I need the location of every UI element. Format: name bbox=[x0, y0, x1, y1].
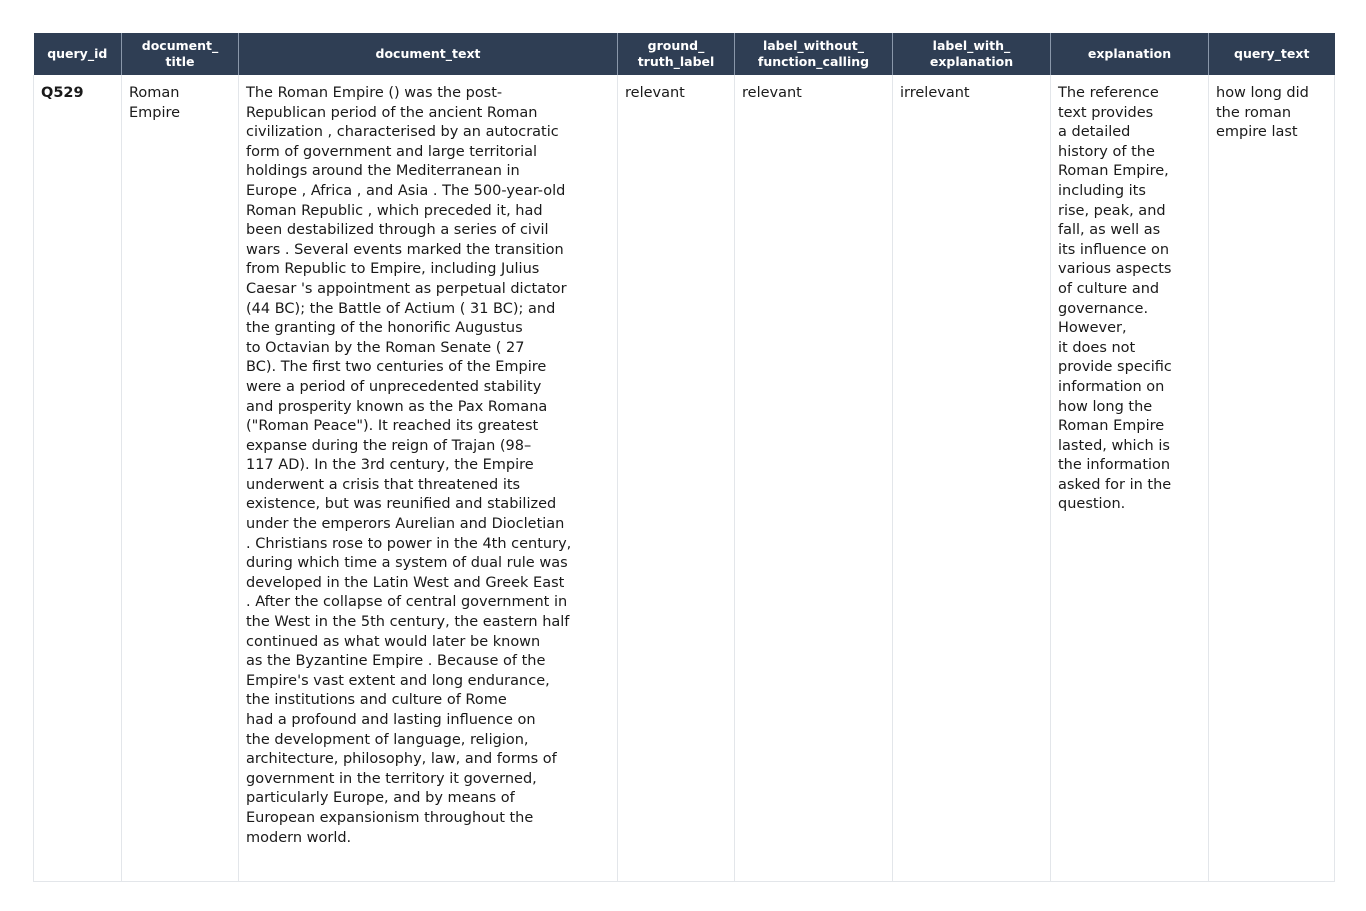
text-line: European expansionism throughout the bbox=[246, 809, 534, 826]
text-line: Caesar 's appointment as perpetual dictator bbox=[246, 280, 567, 297]
text-line: The reference bbox=[1058, 85, 1159, 101]
table-body bbox=[34, 75, 1335, 881]
table-header bbox=[34, 33, 1335, 75]
header-label-with-explanation: label_with_ explanation bbox=[893, 33, 1051, 75]
text-line: as the Byzantine Empire . Because of the bbox=[246, 653, 546, 670]
text-line: However, bbox=[1058, 320, 1127, 337]
text-line: were a period of unprecedented stability bbox=[246, 378, 542, 395]
text-line: holdings around the Mediterranean in bbox=[246, 163, 520, 180]
table-row bbox=[34, 75, 1335, 881]
text-line: to Octavian by the Roman Senate ( 27 bbox=[246, 339, 525, 356]
text-line: been destabilized through a series of civil bbox=[246, 222, 549, 239]
text-line: developed in the Latin West and Greek East bbox=[246, 574, 565, 591]
text-line: rise, peak, and bbox=[1058, 202, 1166, 219]
text-line: Roman Empire, bbox=[1058, 163, 1169, 180]
text-line: ("Roman Peace"). It reached its greatest bbox=[246, 418, 539, 435]
text-line: information on bbox=[1058, 378, 1165, 395]
text-line: underwent a crisis that threatened its bbox=[246, 476, 521, 493]
text-line: the institutions and culture of Rome bbox=[246, 692, 507, 709]
header-document-text: document_text bbox=[239, 33, 618, 75]
text-line: it does not bbox=[1058, 339, 1136, 356]
text-line: under the emperors Aurelian and Diocletian bbox=[246, 516, 565, 533]
text-line: during which time a system of dual rule was bbox=[246, 555, 568, 572]
header-ground-truth-label: ground_ truth_label bbox=[618, 33, 735, 75]
text-line: 117 AD). In the 3rd century, the Empire bbox=[246, 457, 534, 474]
cell-query-id: Q529 bbox=[34, 75, 122, 881]
text-line: the development of language, religion, bbox=[246, 731, 529, 748]
text-line: and prosperity known as the Pax Romana bbox=[246, 398, 548, 415]
text-line: had a profound and lasting influence on bbox=[246, 712, 536, 728]
cell-explanation bbox=[1051, 75, 1209, 881]
header-query-text: query_text bbox=[1209, 33, 1335, 75]
text-line: its influence on bbox=[1058, 241, 1170, 258]
cell-label-without-function-calling: relevant bbox=[735, 75, 893, 881]
text-line: the roman bbox=[1216, 104, 1292, 121]
cell-document-title bbox=[122, 75, 239, 881]
text-line: modern world. bbox=[246, 829, 352, 846]
text-line: various aspects bbox=[1058, 261, 1172, 278]
text-line: Empire bbox=[129, 104, 181, 121]
cell-label-with-explanation: irrelevant bbox=[893, 75, 1051, 881]
text-line: Roman bbox=[129, 85, 180, 101]
text-line: Empire's vast extent and long endurance, bbox=[246, 672, 550, 689]
cell-document-text bbox=[239, 75, 618, 881]
text-line: existence, but was reunified and stabilized bbox=[246, 496, 557, 513]
text-line: including its bbox=[1058, 182, 1146, 199]
text-line: the granting of the honorific Augustus bbox=[246, 320, 523, 337]
text-line: wars . Several events marked the transition bbox=[246, 241, 564, 258]
text-line: asked for in the bbox=[1058, 476, 1172, 493]
text-line: empire last bbox=[1216, 124, 1298, 141]
text-line: . After the collapse of central government in bbox=[246, 594, 568, 611]
text-line: the West in the 5th century, the eastern half bbox=[246, 614, 570, 631]
text-line: fall, as well as bbox=[1058, 222, 1161, 239]
header-row bbox=[34, 33, 1335, 75]
cell-document-title-lines bbox=[129, 84, 231, 123]
text-line: civilization , characterised by an autocratic bbox=[246, 124, 559, 141]
cell-document-text-lines bbox=[246, 84, 610, 848]
text-line: from Republic to Empire, including Julius bbox=[246, 261, 540, 278]
text-line: text provides bbox=[1058, 104, 1154, 121]
text-line: of culture and bbox=[1058, 280, 1160, 297]
text-line: history of the bbox=[1058, 143, 1155, 160]
cell-query-text-lines bbox=[1216, 84, 1327, 143]
text-line: governance. bbox=[1058, 300, 1149, 317]
text-line: government in the territory it governed, bbox=[246, 770, 537, 787]
header-document-title: document_ title bbox=[122, 33, 239, 75]
text-line: . Christians rose to power in the 4th century, bbox=[246, 535, 572, 552]
text-line: how long did bbox=[1216, 85, 1309, 101]
text-line: the information bbox=[1058, 457, 1171, 474]
text-line: form of government and large territorial bbox=[246, 143, 538, 160]
text-line: question. bbox=[1058, 496, 1126, 513]
text-line: expanse during the reign of Trajan (98– bbox=[246, 437, 532, 454]
cell-query-text bbox=[1209, 75, 1335, 881]
text-line: Republican period of the ancient Roman bbox=[246, 104, 538, 121]
text-line: architecture, philosophy, law, and forms of bbox=[246, 751, 557, 768]
text-line: provide specific bbox=[1058, 359, 1172, 376]
text-line: Roman Republic , which preceded it, had bbox=[246, 202, 543, 219]
text-line: The Roman Empire () was the post- bbox=[246, 85, 503, 101]
text-line: BC). The first two centuries of the Empire bbox=[246, 359, 547, 376]
header-query-id: query_id bbox=[34, 33, 122, 75]
text-line: how long the bbox=[1058, 398, 1153, 415]
text-line: Roman Empire bbox=[1058, 418, 1165, 435]
cell-ground-truth-label: relevant bbox=[618, 75, 735, 881]
text-line: (44 BC); the Battle of Actium ( 31 BC); and bbox=[246, 300, 556, 317]
cell-explanation-lines bbox=[1058, 84, 1201, 515]
header-explanation: explanation bbox=[1051, 33, 1209, 75]
text-line: particularly Europe, and by means of bbox=[246, 790, 515, 807]
text-line: a detailed bbox=[1058, 124, 1131, 141]
text-line: Europe , Africa , and Asia . The 500-year-old bbox=[246, 182, 566, 199]
text-line: continued as what would later be known bbox=[246, 633, 541, 650]
results-table-container bbox=[33, 33, 1334, 882]
header-label-without-function-calling: label_without_ function_calling bbox=[735, 33, 893, 75]
text-line: lasted, which is bbox=[1058, 437, 1170, 454]
results-table bbox=[33, 33, 1335, 882]
